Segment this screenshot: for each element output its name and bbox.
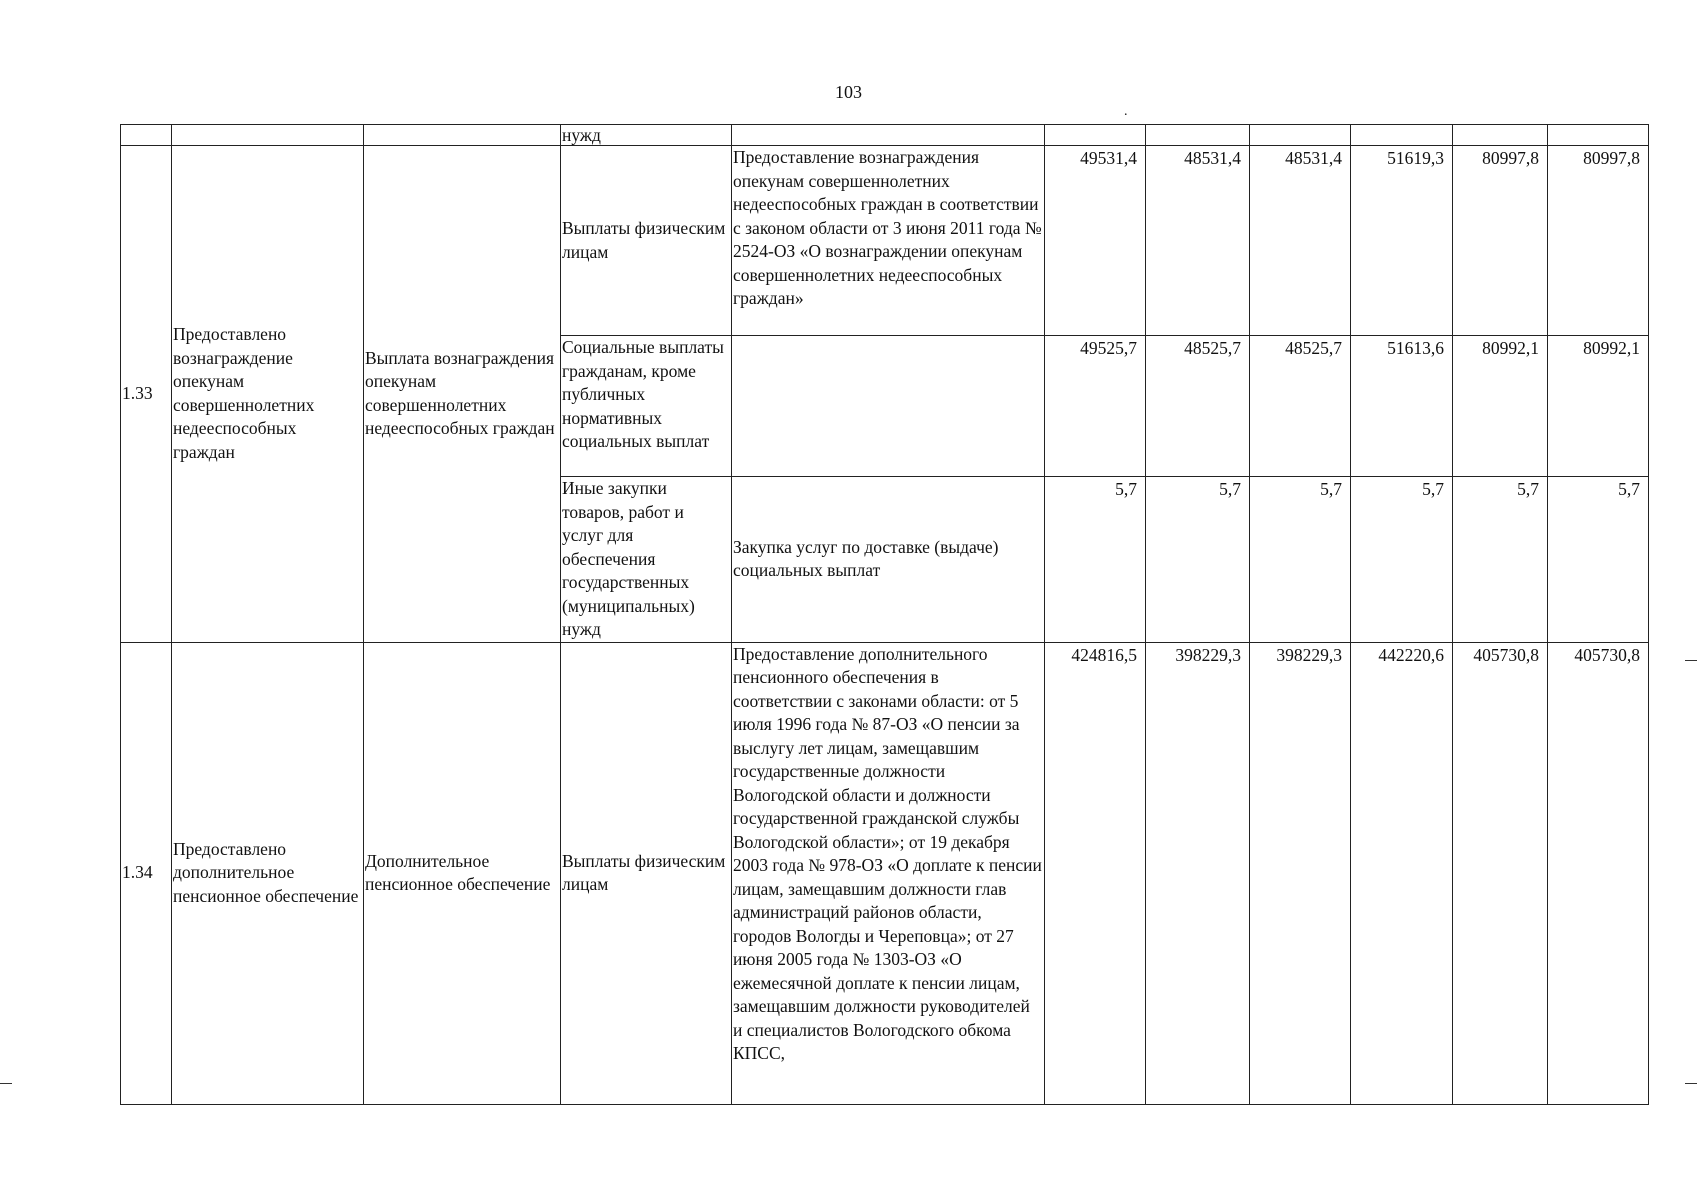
value-cell: 80992,1 xyxy=(1453,336,1548,477)
value-cell: 5,7 xyxy=(1045,477,1146,643)
right-edge-mark xyxy=(1685,1083,1697,1084)
budget-table xyxy=(120,124,1649,1105)
value-cell: 80997,8 xyxy=(1453,146,1548,336)
value-cell: 405730,8 xyxy=(1453,642,1548,1104)
cell-empty xyxy=(1250,125,1351,146)
value-cell: 51619,3 xyxy=(1351,146,1453,336)
row-index: 1.34 xyxy=(121,642,172,1104)
value-cell: 398229,3 xyxy=(1146,642,1250,1104)
value-cell: 405730,8 xyxy=(1548,642,1649,1104)
cell-empty xyxy=(732,125,1045,146)
expense-type: Иные закупки товаров, работ и услуг для обеспечения государственных (муниципальных) нужд xyxy=(561,477,732,643)
value-cell: 442220,6 xyxy=(1351,642,1453,1104)
value-cell: 424816,5 xyxy=(1045,642,1146,1104)
row-result: Предоставлено дополнительное пенсионное обеспечение xyxy=(172,642,364,1104)
cell-empty xyxy=(172,125,364,146)
cell-empty xyxy=(1548,125,1649,146)
expense-type: Выплаты физическим лицам xyxy=(561,146,732,336)
row-event: Выплата вознаграждения опекунам совершеннолетних недееспособных граждан xyxy=(364,146,561,643)
value-cell: 5,7 xyxy=(1453,477,1548,643)
value-cell: 80997,8 xyxy=(1548,146,1649,336)
expense-description: Закупка услуг по доставке (выдаче) социальных выплат xyxy=(732,477,1045,643)
cell-empty xyxy=(1146,125,1250,146)
cell-empty xyxy=(1045,125,1146,146)
continued-row xyxy=(121,125,1649,146)
left-edge-mark xyxy=(0,1083,12,1084)
right-edge-mark-upper xyxy=(1685,660,1697,661)
expense-description: Предоставление дополнительного пенсионного обеспечения в соответствии с законами области: от 5 июля 1996 года № 87-ОЗ «О пенсии за выслугу лет лицам, замещавшим государственные должности Вологодской области и должности государственной гражданской службы Вологодской области»; от 19 декабря 2003 года № 978-ОЗ «О доплате к пенсии лицам, замещавшим должности глав администраций районов области, городов Вологды и Череповца»; от 27 июня 2005 года № 1303-ОЗ «О ежемесячной доплате к пенсии лицам, замещавшим должности руководителей и специалистов Вологодского обкома КПСС, xyxy=(732,642,1045,1104)
value-cell: 48525,7 xyxy=(1146,336,1250,477)
value-cell: 398229,3 xyxy=(1250,642,1351,1104)
cell-empty xyxy=(1351,125,1453,146)
value-cell: 48531,4 xyxy=(1146,146,1250,336)
cell-empty xyxy=(1453,125,1548,146)
value-cell: 48531,4 xyxy=(1250,146,1351,336)
value-cell: 5,7 xyxy=(1250,477,1351,643)
scan-dot: . xyxy=(1124,104,1128,119)
row-index: 1.33 xyxy=(121,146,172,643)
page-number: 103 xyxy=(835,82,862,102)
value-cell: 5,7 xyxy=(1146,477,1250,643)
value-cell: 48525,7 xyxy=(1250,336,1351,477)
table-row xyxy=(121,146,1649,336)
expense-type: Выплаты физическим лицам xyxy=(561,642,732,1104)
value-cell: 5,7 xyxy=(1351,477,1453,643)
value-cell: 49531,4 xyxy=(1045,146,1146,336)
continued-text: нужд xyxy=(561,125,732,146)
value-cell: 80992,1 xyxy=(1548,336,1649,477)
row-result: Предоставлено вознаграждение опекунам совершеннолетних недееспособных граждан xyxy=(172,146,364,643)
cell-empty xyxy=(121,125,172,146)
row-event: Дополнительное пенсионное обеспечение xyxy=(364,642,561,1104)
cell-empty xyxy=(364,125,561,146)
expense-description xyxy=(732,336,1045,477)
value-cell: 49525,7 xyxy=(1045,336,1146,477)
expense-type: Социальные выплаты гражданам, кроме публичных нормативных социальных выплат xyxy=(561,336,732,477)
value-cell: 51613,6 xyxy=(1351,336,1453,477)
expense-description: Предоставление вознаграждения опекунам совершеннолетних недееспособных граждан в соответствии с законом области от 3 июня 2011 года № 2524-ОЗ «О вознаграждении опекунам совершеннолетних недееспособных граждан» xyxy=(732,146,1045,336)
table-row xyxy=(121,642,1649,1104)
value-cell: 5,7 xyxy=(1548,477,1649,643)
